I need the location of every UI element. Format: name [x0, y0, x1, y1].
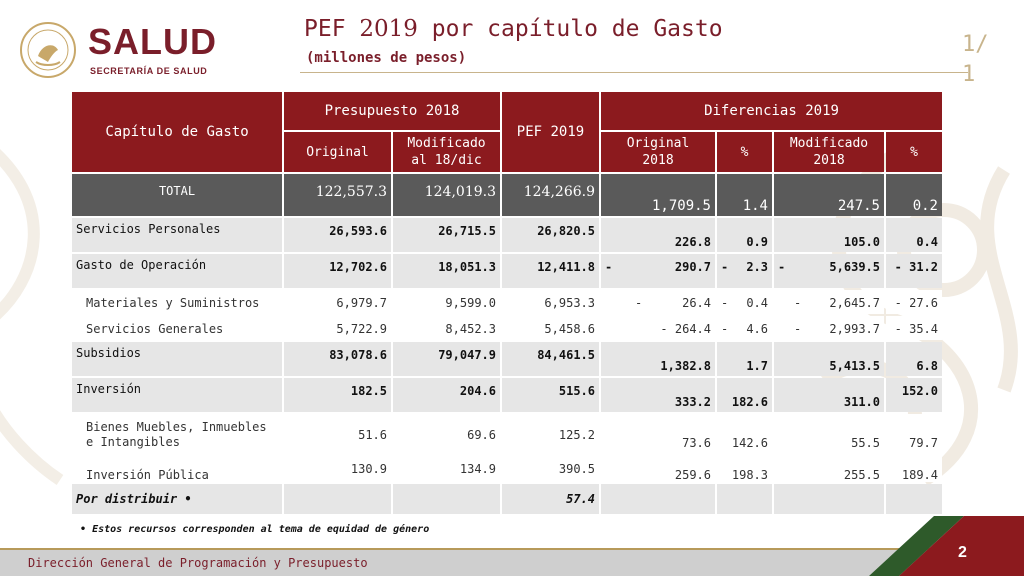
header-dif-modificado: Modificado 2018: [774, 132, 884, 172]
cell-original: 51.6: [284, 414, 391, 454]
logo-wordmark: SALUD: [88, 21, 217, 62]
cell-pef: 124,266.9: [502, 174, 599, 216]
cell-original: 130.9: [284, 456, 391, 482]
cell-pct-1: - 4.6: [717, 316, 772, 340]
header-dif-original: Original 2018: [601, 132, 715, 172]
cell-original: 6,979.7: [284, 290, 391, 314]
cell-pef: 125.2: [502, 414, 599, 454]
cell-dif-original: 333.2: [601, 378, 715, 412]
cell-pef: 57.4: [502, 484, 599, 514]
header-capitulo: Capítulo de Gasto: [72, 92, 282, 172]
cell-modificado: 134.9: [393, 456, 500, 482]
cell-original: [284, 484, 391, 514]
cell-pct-1: 1.7: [717, 342, 772, 376]
cell-modificado: 79,047.9: [393, 342, 500, 376]
cell-dif-modificado: 247.5: [774, 174, 884, 216]
row-label: Inversión Pública: [72, 456, 282, 482]
table-row-subsidios: [72, 342, 942, 376]
cell-dif-modificado: - 2,645.7: [774, 290, 884, 314]
cell-pct-2: 0.4: [886, 218, 942, 252]
cell-pct-1: 0.9: [717, 218, 772, 252]
header-original: Original: [284, 132, 391, 172]
cell-modificado: 26,715.5: [393, 218, 500, 252]
cell-dif-modificado: - 2,993.7: [774, 316, 884, 340]
cell-pct-1: 1.4: [717, 174, 772, 216]
table-row-materiales: [72, 290, 942, 314]
table-row-servicios-generales: [72, 316, 942, 340]
cell-dif-original: 226.8: [601, 218, 715, 252]
cell-pef: 26,820.5: [502, 218, 599, 252]
table-row-bienes-muebles: [72, 414, 942, 454]
cell-pct-2: - 31.2: [886, 254, 942, 288]
cell-pct-2: 79.7: [886, 414, 942, 454]
row-label: Inversión: [72, 378, 282, 412]
cell-dif-original: 1,709.5: [601, 174, 715, 216]
cell-pct-1: - 2.3: [717, 254, 772, 288]
header-pct-2: %: [886, 132, 942, 172]
cell-dif-modificado: - 5,639.5: [774, 254, 884, 288]
row-label: Bienes Muebles, Inmuebles e Intangibles: [72, 414, 282, 454]
cell-original: 12,702.6: [284, 254, 391, 288]
row-label: Servicios Generales: [72, 316, 282, 340]
corner-decoration: [824, 516, 1024, 576]
mexico-coat-of-arms-icon: [18, 20, 78, 80]
cell-dif-modificado: 55.5: [774, 414, 884, 454]
cell-dif-original: - 290.7: [601, 254, 715, 288]
cell-pct-2: 0.2: [886, 174, 942, 216]
cell-pct-2: 189.4: [886, 456, 942, 482]
cell-dif-original: - 26.4: [601, 290, 715, 314]
page-number: 2: [958, 544, 967, 561]
cell-pef: 84,461.5: [502, 342, 599, 376]
cell-pct-2: 152.0: [886, 378, 942, 412]
page-subtitle: (millones de pesos): [306, 50, 467, 66]
cell-dif-original: 259.6: [601, 456, 715, 482]
cell-original: 83,078.6: [284, 342, 391, 376]
cell-pct-1: 198.3: [717, 456, 772, 482]
cell-pct-2: [886, 484, 942, 514]
cell-dif-modificado: 311.0: [774, 378, 884, 412]
cell-pct-1: [717, 484, 772, 514]
row-label: TOTAL: [72, 174, 282, 216]
cell-pct-2: - 27.6: [886, 290, 942, 314]
cell-dif-modificado: 5,413.5: [774, 342, 884, 376]
budget-table: [70, 90, 944, 516]
cell-pct-1: 142.6: [717, 414, 772, 454]
logo-subtitle: SECRETARÍA DE SALUD: [90, 66, 208, 76]
row-label: Por distribuir •: [72, 484, 282, 514]
cell-dif-modificado: 105.0: [774, 218, 884, 252]
footnote: • Estos recursos corresponden al tema de equidad de género: [80, 524, 430, 535]
cell-dif-original: - 264.4: [601, 316, 715, 340]
header-diferencias: Diferencias 2019: [601, 92, 942, 130]
header-pct-1: %: [717, 132, 772, 172]
cell-modificado: [393, 484, 500, 514]
cell-modificado: 204.6: [393, 378, 500, 412]
cell-pef: 390.5: [502, 456, 599, 482]
header-presupuesto: Presupuesto 2018: [284, 92, 500, 130]
cell-original: 26,593.6: [284, 218, 391, 252]
salud-logo: [18, 20, 258, 80]
cell-pef: 515.6: [502, 378, 599, 412]
row-label: Servicios Personales: [72, 218, 282, 252]
footer-text: Dirección General de Programación y Presupuesto: [28, 556, 368, 570]
cell-modificado: 8,452.3: [393, 316, 500, 340]
table-row-inversion: [72, 378, 942, 412]
cell-dif-modificado: 255.5: [774, 456, 884, 482]
header-modificado: Modificado al 18/dic: [393, 132, 500, 172]
row-label: Gasto de Operación: [72, 254, 282, 288]
cell-modificado: 124,019.3: [393, 174, 500, 216]
cell-dif-original: 73.6: [601, 414, 715, 454]
cell-pct-2: - 35.4: [886, 316, 942, 340]
cell-pef: 5,458.6: [502, 316, 599, 340]
cell-pct-1: 182.6: [717, 378, 772, 412]
cell-original: 5,722.9: [284, 316, 391, 340]
table-row-gasto-operacion: [72, 254, 942, 288]
cell-pct-1: - 0.4: [717, 290, 772, 314]
title-divider: [300, 72, 968, 73]
cell-modificado: 69.6: [393, 414, 500, 454]
row-label: Subsidios: [72, 342, 282, 376]
table-row-por-distribuir: [72, 484, 942, 514]
cell-dif-original: 1,382.8: [601, 342, 715, 376]
row-label: Materiales y Suministros: [72, 290, 282, 314]
cell-original: 182.5: [284, 378, 391, 412]
cell-pct-2: 6.8: [886, 342, 942, 376]
table-row-total: [72, 174, 942, 216]
cell-modificado: 9,599.0: [393, 290, 500, 314]
page-fraction: 1/ 1: [962, 32, 989, 87]
cell-dif-original: [601, 484, 715, 514]
cell-pef: 6,953.3: [502, 290, 599, 314]
cell-dif-modificado: [774, 484, 884, 514]
page-title: PEF 2019 por capítulo de Gasto: [304, 16, 723, 42]
cell-pef: 12,411.8: [502, 254, 599, 288]
table-row-servicios-personales: [72, 218, 942, 252]
cell-original: 122,557.3: [284, 174, 391, 216]
header-pef: PEF 2019: [502, 92, 599, 172]
cell-modificado: 18,051.3: [393, 254, 500, 288]
table-row-inversion-publica: [72, 456, 942, 482]
